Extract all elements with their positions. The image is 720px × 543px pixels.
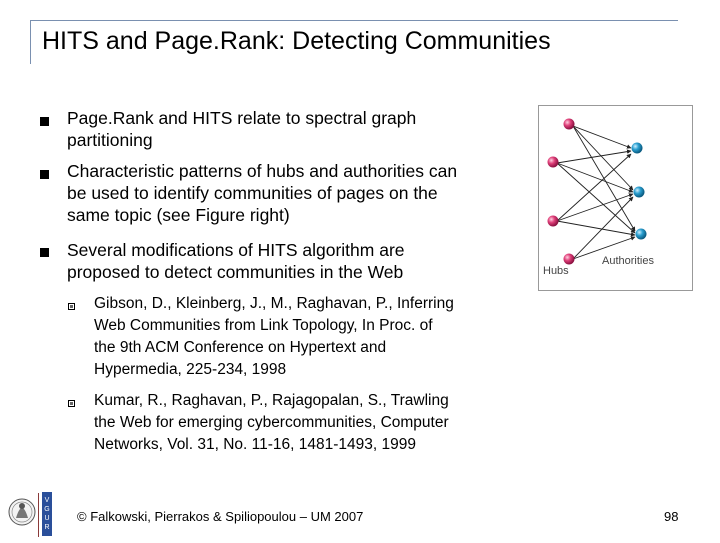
bullet-1-line-1: Page.Rank and HITS relate to spectral graph (67, 108, 417, 128)
hub-node (548, 157, 559, 168)
sub-bullet-1-line-2: Web Communities from Link Topology, In Proc. of (94, 317, 433, 334)
sub-bullet-1-text (94, 293, 454, 381)
bullet-3-line-2: proposed to detect communities in the Web (67, 262, 404, 282)
bullet-2-line-3: same topic (see Figure right) (67, 205, 290, 225)
bullet-2-text (67, 160, 457, 226)
sub-bullet-2-line-3: Networks, Vol. 31, No. 11-16, 1481-1493, 1999 (94, 436, 416, 453)
hubs-authorities-figure (538, 105, 693, 291)
hub-node (564, 254, 575, 265)
bullet-3-line-1: Several modifications of HITS algorithm are (67, 240, 405, 260)
authority-node (636, 229, 647, 240)
hubs-label: Hubs (543, 265, 569, 277)
hub-node (548, 216, 559, 227)
svg-text:R: R (44, 524, 50, 531)
sub-bullet-1-line-4: Hypermedia, 225-234, 1998 (94, 361, 287, 378)
title-frame-top (30, 20, 678, 21)
bullet-marker (40, 248, 49, 257)
authority-node (632, 143, 643, 154)
footer-divider (38, 493, 39, 537)
bullet-1-line-2: partitioning (67, 130, 153, 150)
svg-text:U: U (44, 515, 50, 522)
sub-bullet-2-text (94, 390, 449, 456)
sub-bullet-1-line-3: the 9th ACM Conference on Hypertext and (94, 339, 387, 356)
title-frame-left (30, 20, 31, 64)
sub-bullet-1-line-1: Gibson, D., Kleinberg, J., M., Raghavan, P., Inferring (94, 295, 454, 312)
hub-authority-edges (557, 126, 635, 259)
slide-title: HITS and Page.Rank: Detecting Communities (42, 27, 551, 55)
sub-bullet-2-line-1: Kumar, R., Raghavan, P., Rajagopalan, S., Trawling (94, 392, 449, 409)
svg-text:V: V (44, 497, 50, 504)
sub-bullet-marker (68, 303, 75, 310)
bullet-2-line-2: be used to identify communities of pages on the (67, 183, 438, 203)
sub-bullet-2-line-2: the Web for emerging cybercommunities, Computer (94, 414, 449, 431)
bullet-1-text (67, 107, 416, 151)
page-number: 98 (664, 509, 679, 524)
authority-node (634, 187, 645, 198)
footer-copyright: © Falkowski, Pierrakos & Spiliopoulou – UM 2007 (77, 509, 364, 524)
bullet-marker (40, 170, 49, 179)
bullet-3-text (67, 239, 405, 283)
bullet-marker (40, 117, 49, 126)
hub-node (564, 119, 575, 130)
authorities-label: Authorities (602, 255, 654, 267)
bullet-2-line-1: Characteristic patterns of hubs and authorities can (67, 161, 458, 181)
svg-text:G: G (44, 506, 50, 513)
sub-bullet-marker (68, 400, 75, 407)
university-seal-logo (6, 490, 54, 538)
